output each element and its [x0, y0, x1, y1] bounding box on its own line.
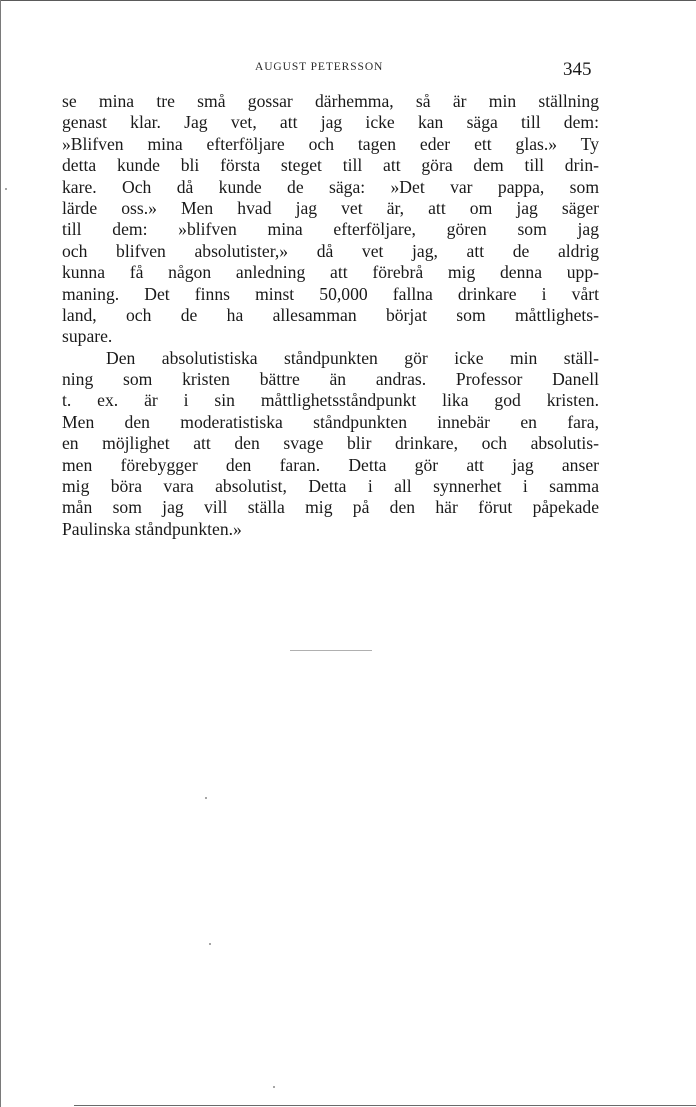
text-line: men förebygger den faran. Detta gör att jag anser	[62, 454, 599, 475]
section-end-rule	[290, 650, 372, 651]
text-line: t. ex. är i sin måttlighetsståndpunkt lika god kristen.	[62, 390, 599, 411]
page-number: 345	[563, 59, 592, 80]
body-text	[62, 91, 599, 540]
text-line: Den absolutistiska ståndpunkten gör icke min ställ-	[106, 347, 599, 368]
text-line: och blifven absolutister,» då vet jag, att de aldrig	[62, 240, 599, 261]
scan-speck	[273, 1086, 275, 1088]
text-line: kunna få någon anledning att förebrå mig denna upp-	[62, 262, 599, 283]
text-line: supare.	[62, 326, 113, 347]
text-line: maning. Det finns minst 50,000 fallna drinkare i vårt	[62, 283, 599, 304]
text-line: kare. Och då kunde de säga: »Det var pappa, som	[62, 176, 599, 197]
text-line: Men den moderatistiska ståndpunkten innebär en fara,	[62, 411, 599, 432]
text-line: detta kunde bli första steget till att göra dem till drin-	[62, 155, 599, 176]
paragraph-1	[62, 91, 599, 348]
text-line: mig böra vara absolutist, Detta i all synnerhet i samma	[62, 476, 599, 497]
running-head: AUGUST PETERSSON	[255, 61, 384, 73]
text-line: land, och de ha allesamman börjat som måttlighets-	[62, 304, 599, 325]
paragraph-2	[62, 348, 599, 541]
scan-speck	[205, 797, 207, 799]
text-line: mån som jag vill ställa mig på den här förut påpekade	[62, 497, 599, 518]
text-line: »Blifven mina efterföljare och tagen eder ett glas.» Ty	[62, 133, 599, 154]
page-left-border	[0, 0, 1, 1107]
page-top-border	[0, 0, 696, 1]
text-line: ning som kristen bättre än andras. Professor Danell	[62, 369, 599, 390]
text-line: lärde oss.» Men hvad jag vet är, att om jag säger	[62, 197, 599, 218]
scan-speck	[5, 188, 7, 190]
text-line: en möjlighet att den svage blir drinkare, och absolutis-	[62, 433, 599, 454]
page-bottom-border	[74, 1105, 696, 1106]
scan-speck	[209, 943, 211, 945]
text-line: Paulinska ståndpunkten.»	[62, 518, 242, 539]
text-line: till dem: »blifven mina efterföljare, gören som jag	[62, 219, 599, 240]
text-line: genast klar. Jag vet, att jag icke kan säga till dem:	[62, 112, 599, 133]
text-line: se mina tre små gossar därhemma, så är min ställning	[62, 91, 599, 111]
